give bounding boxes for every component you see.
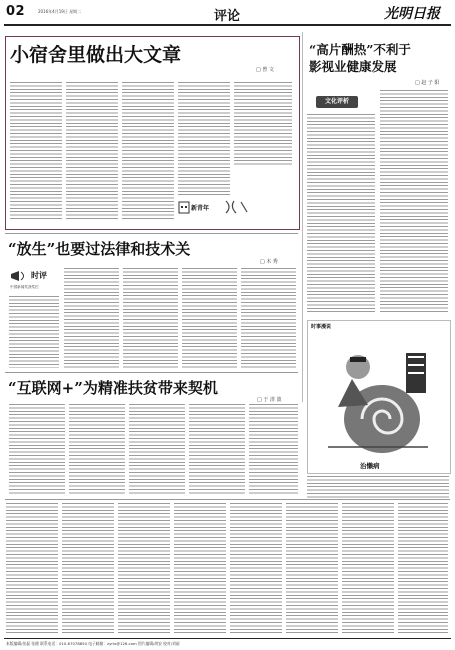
footer-rule <box>4 638 451 639</box>
article-body-dorm-col4 <box>178 82 230 196</box>
article-body-law-col2 <box>64 268 119 368</box>
section-title: 评论 <box>214 9 241 24</box>
article-body-law-col5 <box>241 268 296 368</box>
article-author-poverty: □ 于 清 波 <box>257 397 282 403</box>
column-divider <box>302 32 303 402</box>
footer-info: 本版编辑/张磊 张健 联系电话：010-67078850 电子邮箱：zyrlx@126.com 图片编辑/胡安 校对/刘丽 <box>6 641 180 646</box>
article-title-dorm: 小宿舍里做出大文章 <box>10 44 182 66</box>
article-body-pay-col2 <box>380 90 448 314</box>
continuation-col6 <box>286 503 338 635</box>
article-body-dorm-col5 <box>234 82 292 166</box>
cartoon-label: 时事漫说 <box>311 324 332 330</box>
continuation-col8 <box>398 503 448 635</box>
newspaper-logo: 光明日报 <box>384 6 440 22</box>
section-rule <box>5 233 298 234</box>
continuation-col7 <box>342 503 394 635</box>
article-author-law: □ 木 秀 <box>260 259 278 265</box>
article-body-dorm-col3 <box>122 82 174 220</box>
article-body-poverty-col5 <box>249 404 298 494</box>
new-youth-badge <box>178 198 254 216</box>
date-line: 2016年4月19日 星期二 <box>38 9 82 14</box>
masthead-rule <box>4 24 451 26</box>
continuation-col1 <box>6 503 58 635</box>
article-body-poverty-col2 <box>69 404 125 494</box>
lazy-snail-cartoon <box>308 327 450 467</box>
continuation-col2 <box>62 503 114 635</box>
article-title-pay-line2: 影视业健康发展 <box>309 59 397 74</box>
commentary-column-logo <box>9 268 63 292</box>
cartoon-frame <box>307 320 451 474</box>
column-name: 时评 <box>31 271 47 280</box>
article-body-poverty-col4 <box>189 404 245 494</box>
megaphone-icon <box>9 268 31 284</box>
article-title-poverty: “互联网+”为精准扶贫带来契机 <box>8 379 218 397</box>
culture-column-badge: 文化评析 <box>316 96 358 108</box>
article-author-pay: □ 赵 子 阳 <box>415 80 440 86</box>
article-body-law-col3 <box>123 268 178 368</box>
article-body-law-col1 <box>9 296 59 368</box>
article-body-law-col4 <box>182 268 237 368</box>
article-body-poverty-col3 <box>129 404 185 494</box>
article-body-dorm-col2 <box>66 82 118 220</box>
article-title-law: “放生”也要过法律和技术关 <box>8 240 191 258</box>
continuation-col4 <box>174 503 226 635</box>
continuation-col5 <box>230 503 282 635</box>
article-title-pay-line1: “高片酬热”不利于 <box>309 42 411 57</box>
article-body-pay-col1 <box>307 114 375 314</box>
section-rule-2 <box>5 372 298 373</box>
page-number: 02 <box>6 4 26 19</box>
article-author-dorm: □ 曾 文 <box>256 67 274 73</box>
article-body-dorm-col1 <box>10 82 62 220</box>
cartoon-note <box>307 476 449 500</box>
continuation-col3 <box>118 503 170 635</box>
section-rule-3 <box>5 499 450 500</box>
badge-icon <box>178 198 254 216</box>
column-subtitle: 中国新闻奖获奖栏 <box>10 285 39 289</box>
article-body-poverty-col1 <box>9 404 65 494</box>
cartoon-caption: 治懒病 <box>360 462 380 470</box>
badge-label: 新青年 <box>191 205 210 212</box>
